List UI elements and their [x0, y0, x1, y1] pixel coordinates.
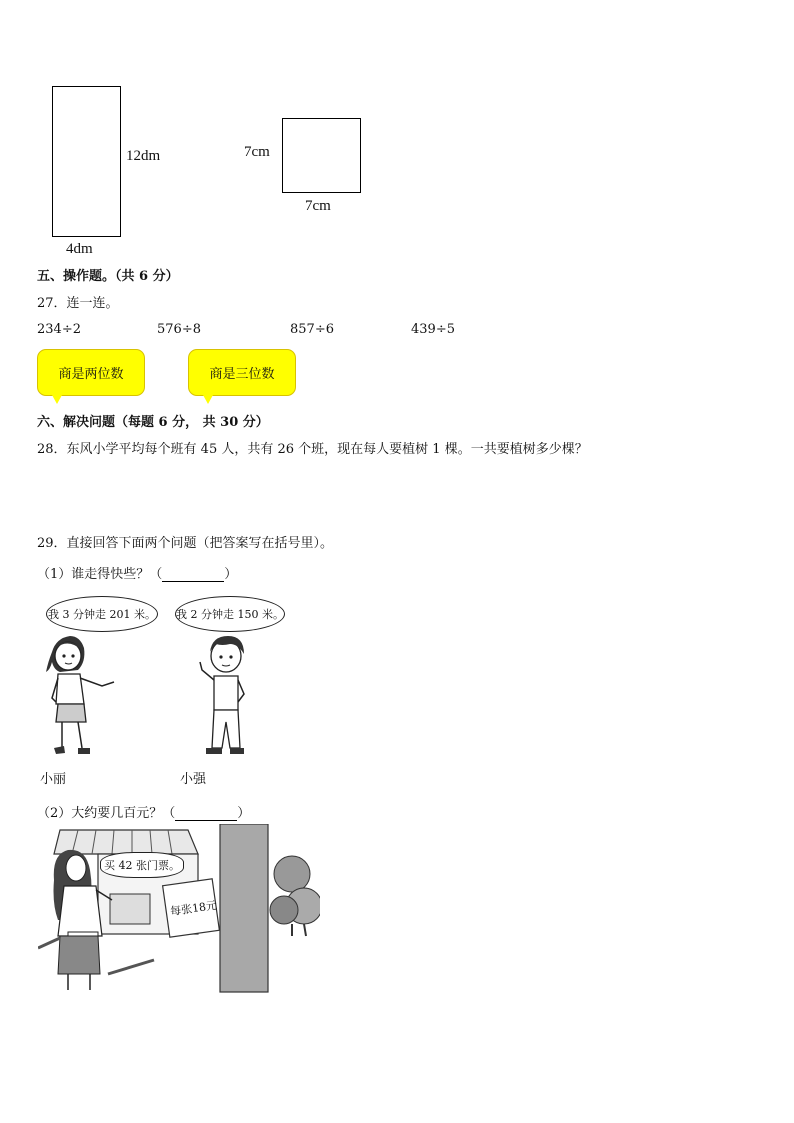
expression-4[interactable]: 439÷5 — [411, 322, 455, 337]
section-6-title: 六、解决问题（每题 6 分， 共 30 分） — [37, 415, 269, 430]
rectangle-height-label: 12dm — [126, 148, 161, 164]
part-2-text: （2）大约要几百元？（ — [37, 806, 176, 821]
answer-blank-2[interactable] — [175, 806, 237, 821]
category-two-digit-quotient[interactable]: 商是两位数 — [37, 349, 145, 396]
price-sign-text: 每张18元 — [169, 898, 218, 919]
question-29-part-2 — [37, 802, 250, 821]
boy-name-label: 小强 — [180, 772, 207, 787]
question-28: 28．东风小学平均每个班有 45 人，共有 26 个班，现在每人要植树 1 棵。一共要植树多少棵？ — [37, 442, 588, 457]
part-1-close: ） — [224, 567, 238, 582]
rectangle-figure — [52, 86, 121, 237]
boy-speech-bubble: 我 2 分钟走 150 米。 — [175, 596, 285, 632]
girl-illustration — [32, 630, 122, 765]
category-three-digit-quotient[interactable]: 商是三位数 — [188, 349, 296, 396]
ticket-speech-bubble: 买 42 张门票。 — [100, 852, 184, 878]
expression-1[interactable]: 234÷2 — [37, 322, 81, 337]
section-5-title: 五、操作题。（共 6 分） — [37, 269, 179, 284]
girl-name-label: 小丽 — [40, 772, 67, 787]
boy-illustration — [192, 630, 262, 765]
expression-2[interactable]: 576÷8 — [157, 322, 201, 337]
part-2-close: ） — [237, 806, 251, 821]
answer-blank-1[interactable] — [162, 567, 224, 582]
expression-3[interactable]: 857÷6 — [290, 322, 334, 337]
part-1-text: （1）谁走得快些？（ — [37, 567, 163, 582]
square-figure — [282, 118, 361, 193]
question-27-prompt: 27．连一连。 — [37, 296, 119, 311]
square-bottom-label: 7cm — [305, 198, 331, 214]
rectangle-width-label: 4dm — [66, 241, 93, 257]
girl-speech-bubble: 我 3 分钟走 201 米。 — [46, 596, 158, 632]
question-29-part-1 — [37, 563, 237, 582]
question-29-prompt: 29．直接回答下面两个问题（把答案写在括号里）。 — [37, 536, 334, 551]
square-side-label: 7cm — [244, 144, 270, 160]
